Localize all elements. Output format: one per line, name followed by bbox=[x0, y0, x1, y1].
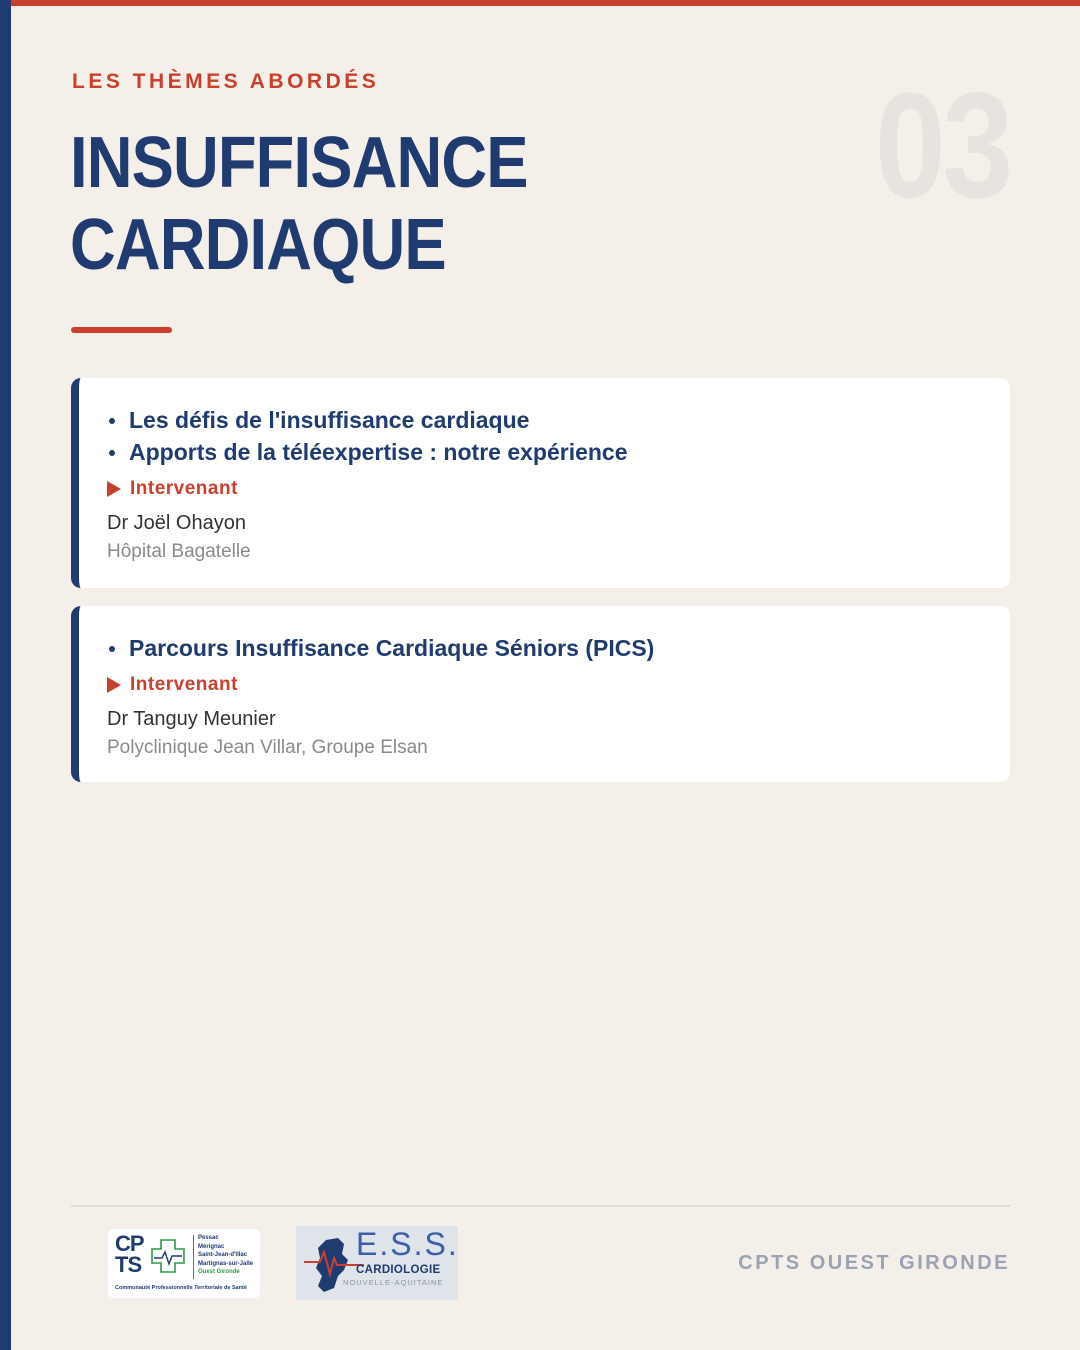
topic-text: Apports de la téléexpertise : notre expérience bbox=[129, 439, 628, 465]
cpts-logo bbox=[108, 1229, 260, 1298]
speaker-name: Dr Tanguy Meunier bbox=[107, 708, 276, 730]
page-title-line-1: INSUFFISANCE bbox=[70, 123, 528, 203]
cpts-region: Ouest Gironde bbox=[198, 1269, 240, 1275]
bullet-dot-icon bbox=[109, 646, 115, 652]
topic-card bbox=[71, 606, 1010, 782]
cpts-town: Martignas-sur-Jalle bbox=[198, 1260, 254, 1267]
cpts-town: Mérignac bbox=[198, 1243, 225, 1250]
section-kicker: LES THÈMES ABORDÉS bbox=[72, 70, 380, 93]
cpts-letters-line-1: CP bbox=[115, 1231, 144, 1256]
title-underline bbox=[71, 327, 172, 333]
speaker-heading bbox=[107, 670, 1010, 700]
topic-card bbox=[71, 378, 1010, 588]
cpts-town: Saint-Jean-d'Illac bbox=[198, 1252, 248, 1258]
cpts-logo-towns bbox=[198, 1234, 253, 1277]
top-accent-bar bbox=[11, 0, 1080, 6]
ess-cardiologie-logo bbox=[296, 1226, 458, 1300]
ess-logo-word: CARDIOLOGIE bbox=[356, 1264, 441, 1276]
cpts-town: Pessac bbox=[198, 1235, 219, 1241]
medical-cross-icon bbox=[148, 1236, 188, 1276]
topic-bullet bbox=[107, 632, 1010, 664]
speaker-label: Intervenant bbox=[130, 478, 238, 499]
cpts-logo-subtitle: Communauté Professionnelle Territoriale de Santé bbox=[115, 1285, 247, 1291]
page-title bbox=[70, 122, 528, 286]
play-triangle-icon bbox=[107, 677, 121, 693]
footer-divider bbox=[71, 1205, 1010, 1207]
section-number: 03 bbox=[874, 61, 1010, 229]
topic-bullet bbox=[107, 404, 1010, 436]
ess-logo-region: NOUVELLE-AQUITAINE bbox=[343, 1278, 444, 1287]
speaker-organization: Polyclinique Jean Villar, Groupe Elsan bbox=[107, 737, 428, 758]
cpts-logo-letters bbox=[115, 1233, 144, 1275]
cpts-letters-line-2: TS bbox=[115, 1252, 142, 1277]
speaker-name: Dr Joël Ohayon bbox=[107, 512, 246, 534]
topic-bullet bbox=[107, 436, 1010, 468]
bullet-dot-icon bbox=[109, 450, 115, 456]
cpts-logo-divider bbox=[193, 1235, 194, 1279]
topic-text: Parcours Insuffisance Cardiaque Séniors (PICS) bbox=[129, 635, 655, 661]
speaker-heading bbox=[107, 474, 1010, 504]
speaker-organization: Hôpital Bagatelle bbox=[107, 541, 251, 562]
footer-brand: CPTS OUEST GIRONDE bbox=[738, 1252, 1010, 1274]
topic-text: Les défis de l'insuffisance cardiaque bbox=[129, 407, 530, 433]
speaker-label: Intervenant bbox=[130, 674, 238, 695]
ess-logo-letters: E.S.S. bbox=[356, 1226, 459, 1262]
bullet-dot-icon bbox=[109, 418, 115, 424]
play-triangle-icon bbox=[107, 481, 121, 497]
left-accent-bar bbox=[0, 0, 11, 1350]
page-title-line-2: CARDIAQUE bbox=[70, 205, 446, 285]
